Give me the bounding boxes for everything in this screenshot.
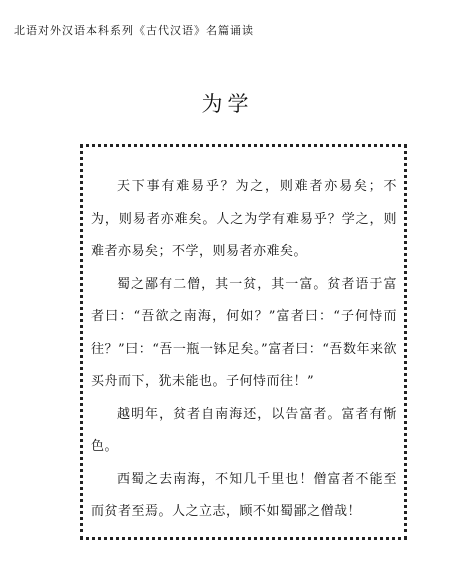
page-title: 为学 [201,92,254,116]
paragraph-4: 西蜀之去南海，不知几千里也！僧富者不能至而贫者至焉。人之立志，顾不如蜀鄙之僧哉！ [91,471,397,519]
paragraph-3: 越明年，贫者自南海还，以告富者。富者有惭色。 [91,406,397,454]
text-frame [80,144,407,540]
essay-body [91,171,397,529]
series-header: 北语对外汉语本科系列《古代汉语》名篇诵读 [14,24,254,37]
paragraph-2: 蜀之鄙有二僧，其一贫，其一富。贫者语于富者曰：“吾欲之南海，何如？”富者曰：“子何恃而往？”曰：“吾一瓶一钵足矣。”富者曰：“吾数年来欲买舟而下，犹未能也。子何恃而往！” [91,276,397,389]
paragraph-1: 天下事有难易乎？为之，则难者亦易矣；不为，则易者亦难矣。人之为学有难易乎？学之，则难者亦易矣；不学，则易者亦难矣。 [91,179,397,259]
